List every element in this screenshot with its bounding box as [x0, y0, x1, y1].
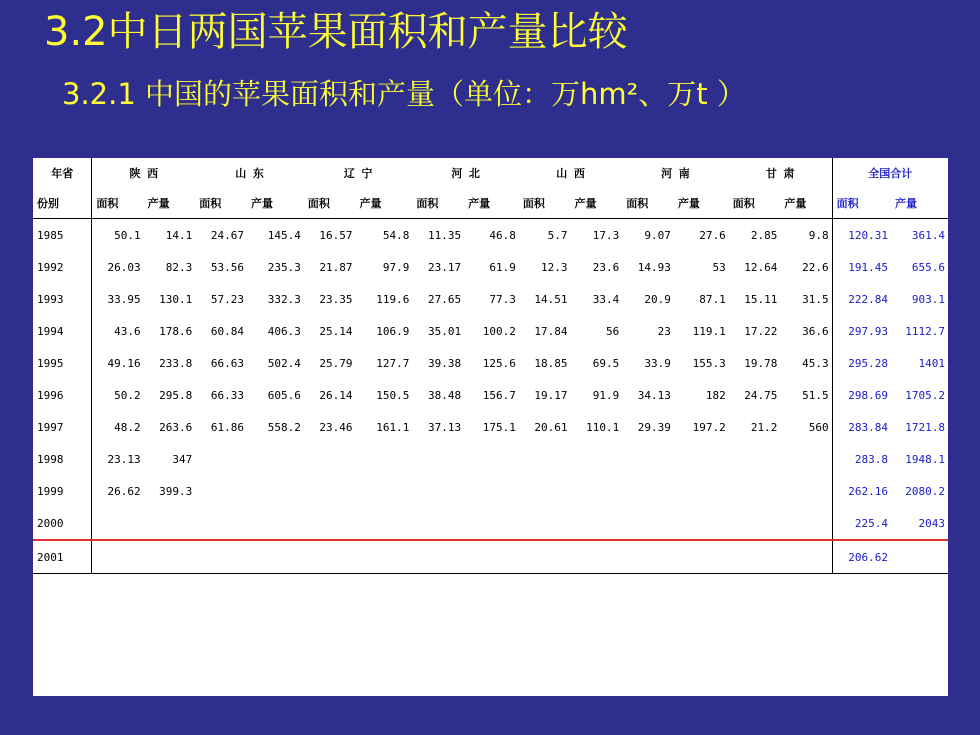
table-cell: 12.64 [744, 260, 778, 274]
table-cell [304, 507, 356, 540]
table-cell: 206.62 [832, 540, 891, 574]
table-cell [356, 507, 413, 540]
header-row-provinces [33, 158, 948, 188]
header-metric: 面积 [304, 188, 356, 219]
table-cell: 87.1 [699, 292, 726, 306]
row-year: 1995 [37, 356, 64, 370]
table-cell: 31.5 [780, 283, 832, 315]
table-cell: 48.2 [92, 411, 144, 443]
table-cell: 22.6 [780, 251, 832, 283]
table-cell: 23.17 [427, 260, 462, 274]
table-cell: 66.63 [210, 356, 244, 370]
table-cell: 35.01 [427, 324, 462, 338]
table-cell: 161.1 [376, 420, 410, 434]
table-cell [729, 540, 781, 574]
row-year: 2000 [33, 507, 92, 540]
header-metric: 面积 [836, 197, 859, 210]
header-metric: 产量 [356, 188, 413, 219]
table-cell: 46.8 [464, 219, 519, 252]
table-cell: 283.8 [854, 452, 888, 466]
header-province: 山 西 [556, 167, 585, 180]
table-cell: 20.9 [644, 292, 671, 306]
table-cell [412, 443, 464, 475]
table-cell: 19.78 [744, 356, 778, 370]
header-metric: 产量 [247, 188, 304, 219]
table-cell [780, 443, 832, 475]
table-cell [729, 443, 781, 475]
data-table-panel [33, 158, 948, 696]
table-cell: 33.95 [92, 283, 144, 315]
apple-data-table [33, 158, 948, 574]
table-cell: 295.28 [848, 356, 888, 370]
row-year: 1985 [33, 219, 92, 252]
table-cell: 53 [712, 260, 726, 274]
table-cell [247, 443, 304, 475]
table-cell: 5.7 [519, 219, 571, 252]
header-metric: 面积 [626, 197, 649, 210]
table-cell: 36.6 [780, 315, 832, 347]
header-metric: 面积 [195, 188, 247, 219]
table-cell: 26.62 [92, 475, 144, 507]
table-cell: 39.38 [427, 356, 462, 370]
header-row-metrics [33, 188, 948, 219]
table-cell: 14.93 [637, 260, 671, 274]
table-cell: 17.22 [744, 324, 778, 338]
table-cell [356, 475, 413, 507]
table-cell: 23.6 [592, 260, 620, 274]
table-cell: 17.84 [534, 324, 568, 338]
table-cell [571, 475, 623, 507]
table-cell: 605.6 [267, 388, 301, 402]
table-cell: 23.13 [92, 443, 144, 475]
table-cell: 9.8 [780, 219, 832, 252]
table-cell: 191.45 [848, 260, 888, 274]
table-cell: 66.33 [210, 388, 244, 402]
table-cell: 26.03 [92, 251, 144, 283]
table-cell: 27.65 [427, 292, 462, 306]
table-cell: 127.7 [376, 356, 410, 370]
table-cell: 1401 [918, 356, 945, 370]
table-cell: 119.1 [692, 324, 726, 338]
table-cell [571, 443, 623, 475]
table-cell [92, 507, 144, 540]
table-cell: 60.84 [210, 324, 244, 338]
table-cell: 197.2 [692, 420, 726, 434]
table-cell: 29.39 [637, 420, 671, 434]
header-province-total: 全国合计 [868, 167, 913, 180]
table-cell: 406.3 [267, 324, 301, 338]
row-year: 1998 [37, 452, 64, 466]
slide-subtitle: 3.2.1 中国的苹果面积和产量（单位：万hm²、万t ） [62, 77, 746, 111]
table-cell: 77.3 [489, 292, 516, 306]
table-row [33, 540, 948, 574]
table-cell: 82.3 [165, 260, 193, 274]
table-cell: 25.79 [319, 356, 353, 370]
table-cell [464, 475, 519, 507]
table-cell [519, 475, 571, 507]
table-cell: 1705.2 [905, 388, 945, 402]
table-cell: 12.3 [541, 260, 568, 274]
table-cell: 23.46 [319, 420, 353, 434]
table-body [33, 158, 948, 574]
table-cell: 37.13 [427, 420, 462, 434]
table-cell [622, 507, 674, 540]
table-cell: 155.3 [692, 356, 726, 370]
table-cell: 150.5 [376, 388, 410, 402]
table-cell: 34.13 [637, 388, 671, 402]
row-year: 1996 [37, 388, 64, 402]
header-metric: 面积 [522, 197, 545, 210]
table-cell: 655.6 [911, 260, 945, 274]
table-cell: 45.3 [780, 347, 832, 379]
header-metric: 产量 [464, 188, 519, 219]
table-cell: 332.3 [267, 292, 301, 306]
table-cell: 145.4 [247, 219, 304, 252]
table-cell: 1721.8 [905, 420, 945, 434]
table-cell: 43.6 [92, 315, 144, 347]
table-cell [674, 475, 729, 507]
table-cell [356, 540, 413, 574]
table-cell [195, 443, 247, 475]
table-cell: 295.8 [159, 388, 193, 402]
table-cell: 57.23 [210, 292, 244, 306]
table-cell: 25.14 [319, 324, 353, 338]
table-cell [622, 475, 674, 507]
table-cell [412, 475, 464, 507]
table-cell: 182 [705, 388, 726, 402]
table-cell [464, 507, 519, 540]
table-cell: 69.5 [592, 356, 620, 370]
table-cell [674, 507, 729, 540]
header-province: 河 南 [661, 167, 690, 180]
table-row [33, 379, 948, 411]
header-metric: 产量 [144, 188, 196, 219]
header-metric: 产量 [895, 197, 917, 210]
table-cell: 26.14 [319, 388, 353, 402]
row-year: 1994 [37, 324, 64, 338]
table-cell: 21.87 [319, 260, 353, 274]
header-province: 山 东 [235, 167, 264, 180]
table-cell: 2043 [891, 507, 948, 540]
table-cell: 17.3 [571, 219, 623, 252]
table-cell [304, 540, 356, 574]
table-cell [144, 540, 196, 574]
table-cell: 38.48 [427, 388, 462, 402]
table-cell: 903.1 [911, 292, 945, 306]
table-cell [891, 540, 948, 574]
table-cell: 2080.2 [905, 484, 945, 498]
table-cell: 24.67 [195, 219, 247, 252]
table-cell: 119.6 [376, 292, 410, 306]
header-metric: 面积 [412, 188, 464, 219]
table-cell [144, 507, 196, 540]
table-cell [571, 540, 623, 574]
table-cell: 23.35 [319, 292, 353, 306]
table-cell: 558.2 [267, 420, 301, 434]
table-cell: 235.3 [267, 260, 301, 274]
header-province: 陕 西 [92, 158, 195, 188]
table-cell: 106.9 [376, 324, 410, 338]
table-cell: 283.84 [848, 420, 888, 434]
table-row [33, 251, 948, 283]
table-cell: 50.1 [92, 219, 144, 252]
table-cell [464, 540, 519, 574]
table-cell [412, 507, 464, 540]
table-cell: 560 [780, 411, 832, 443]
table-cell: 1112.7 [905, 324, 945, 338]
header-province: 河 北 [451, 167, 480, 180]
table-row [33, 507, 948, 540]
table-cell: 298.69 [848, 388, 888, 402]
header-metric: 面积 [92, 188, 144, 219]
table-cell [247, 475, 304, 507]
table-row [33, 475, 948, 507]
table-cell: 110.1 [586, 420, 620, 434]
table-cell: 20.61 [534, 420, 568, 434]
table-row [33, 219, 948, 252]
table-cell [729, 507, 781, 540]
table-cell: 178.6 [159, 324, 193, 338]
table-cell [674, 540, 729, 574]
table-cell: 361.4 [891, 219, 948, 252]
table-cell [195, 507, 247, 540]
table-cell: 14.51 [534, 292, 568, 306]
header-metric: 面积 [732, 197, 755, 210]
table-cell [195, 540, 247, 574]
slide-title: 3.2中日两国苹果面积和产量比较 [44, 9, 628, 55]
table-cell [304, 443, 356, 475]
table-cell [247, 540, 304, 574]
table-cell: 156.7 [482, 388, 516, 402]
row-year: 1992 [37, 260, 64, 274]
table-row [33, 347, 948, 379]
table-cell: 50.2 [92, 379, 144, 411]
table-cell: 125.6 [482, 356, 516, 370]
table-cell: 130.1 [159, 292, 193, 306]
table-cell [519, 507, 571, 540]
table-cell [304, 475, 356, 507]
table-cell: 54.8 [356, 219, 413, 252]
header-metric: 产量 [574, 197, 597, 210]
table-cell: 399.3 [159, 484, 193, 498]
row-year: 2001 [33, 540, 92, 574]
table-cell: 2.85 [729, 219, 781, 252]
table-cell [674, 443, 729, 475]
corner-header-top: 年省 [51, 167, 74, 180]
table-cell: 97.9 [382, 260, 410, 274]
table-cell [519, 443, 571, 475]
header-province: 甘 肃 [729, 158, 832, 188]
table-cell: 61.9 [489, 260, 516, 274]
table-cell: 11.35 [412, 219, 464, 252]
table-cell: 14.1 [144, 219, 196, 252]
table-cell: 175.1 [482, 420, 516, 434]
table-cell [729, 475, 781, 507]
table-cell: 27.6 [674, 219, 729, 252]
table-cell: 21.2 [750, 420, 778, 434]
table-cell [780, 507, 832, 540]
table-cell: 61.86 [210, 420, 244, 434]
table-cell [780, 475, 832, 507]
table-cell: 15.11 [744, 292, 778, 306]
table-cell [464, 443, 519, 475]
table-cell [780, 540, 832, 574]
table-cell [622, 540, 674, 574]
table-cell: 120.31 [832, 219, 891, 252]
header-province: 辽 宁 [343, 167, 373, 180]
table-cell: 91.9 [592, 388, 620, 402]
table-cell: 9.07 [622, 219, 674, 252]
table-cell: 502.4 [267, 356, 301, 370]
table-cell: 263.6 [159, 420, 193, 434]
table-cell: 225.4 [832, 507, 891, 540]
table-cell: 262.16 [848, 484, 888, 498]
table-cell: 53.56 [210, 260, 244, 274]
table-cell: 16.57 [304, 219, 356, 252]
table-cell: 51.5 [780, 379, 832, 411]
table-cell: 347 [172, 452, 193, 466]
table-cell [571, 507, 623, 540]
table-cell [412, 540, 464, 574]
table-cell: 233.8 [159, 356, 193, 370]
table-cell [356, 443, 413, 475]
header-metric: 产量 [780, 188, 832, 219]
row-year: 1999 [37, 484, 64, 498]
table-cell [519, 540, 571, 574]
table-cell [195, 475, 247, 507]
table-cell [92, 540, 144, 574]
table-row [33, 443, 948, 475]
table-cell: 23 [657, 324, 671, 338]
table-row [33, 283, 948, 315]
row-year: 1993 [37, 292, 64, 306]
table-cell: 56 [605, 324, 620, 338]
table-cell [622, 443, 674, 475]
corner-header-bottom: 份别 [37, 197, 59, 210]
row-year: 1997 [37, 420, 64, 434]
table-cell: 1948.1 [905, 452, 945, 466]
table-cell: 100.2 [482, 324, 516, 338]
header-metric: 产量 [677, 197, 700, 210]
table-row [33, 411, 948, 443]
table-cell: 222.84 [848, 292, 888, 306]
table-cell: 24.75 [744, 388, 778, 402]
table-row [33, 315, 948, 347]
table-cell [247, 507, 304, 540]
table-cell: 33.4 [592, 292, 620, 306]
table-cell: 18.85 [534, 356, 568, 370]
table-cell: 49.16 [92, 347, 144, 379]
table-cell: 297.93 [848, 324, 888, 338]
table-cell: 33.9 [644, 356, 671, 370]
table-cell: 19.17 [534, 388, 568, 402]
